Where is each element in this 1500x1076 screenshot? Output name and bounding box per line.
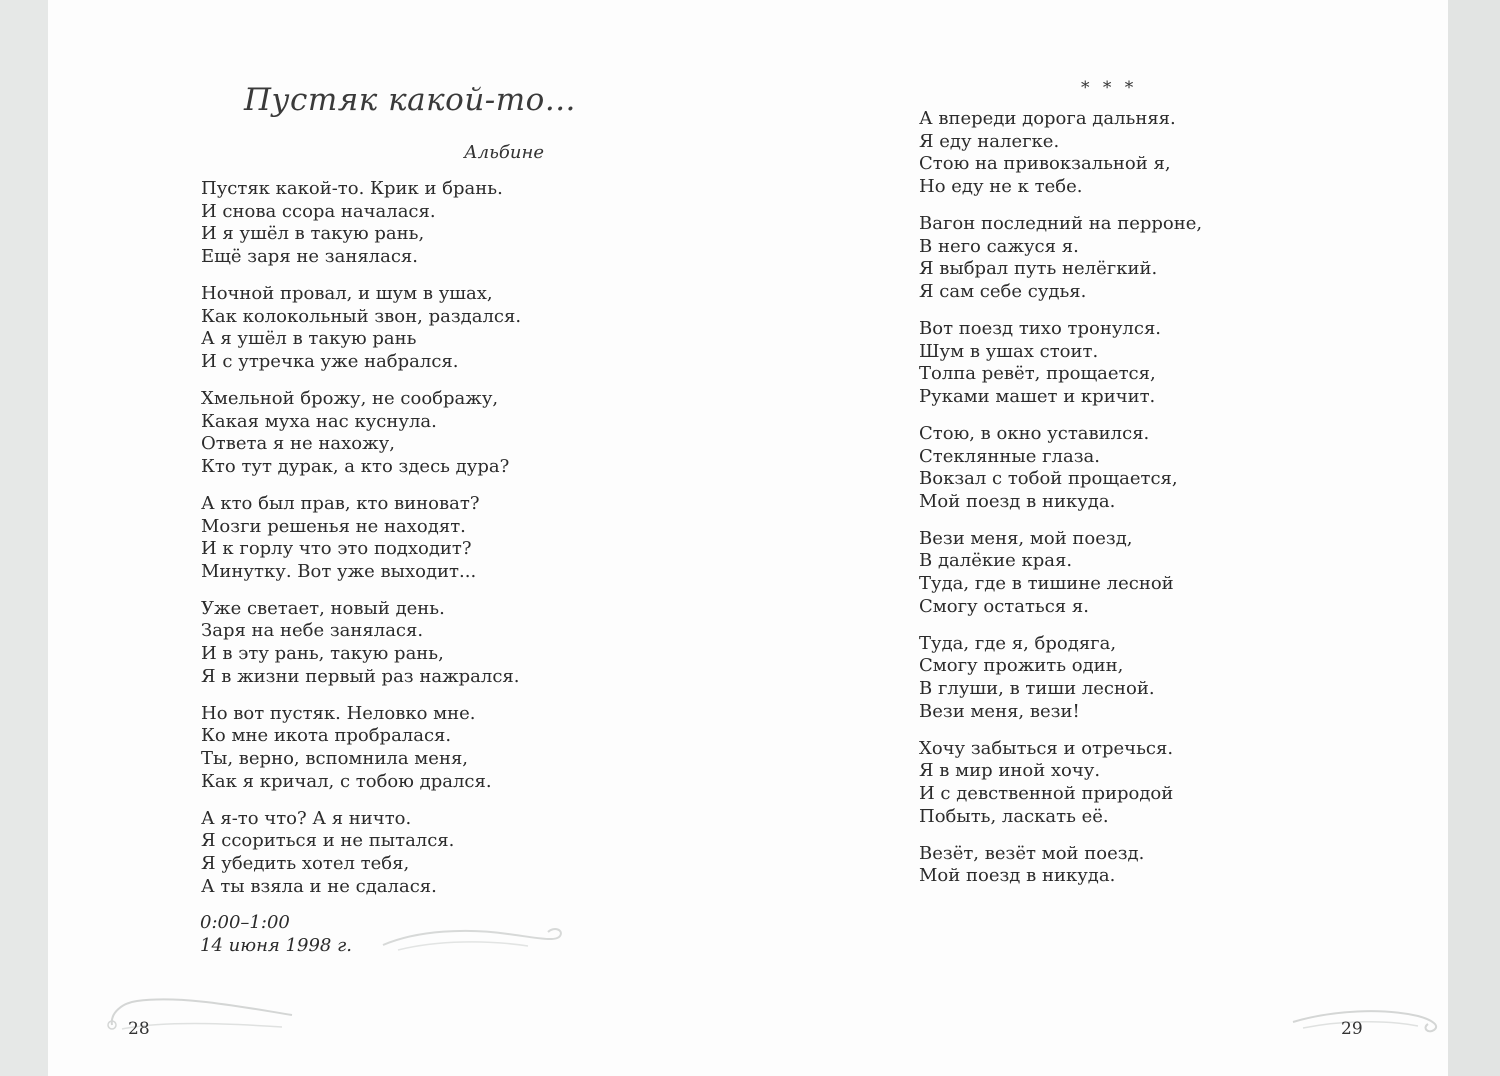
right-poem xyxy=(919,108,1202,903)
book-spread xyxy=(48,0,1448,1076)
poem-line: Я убедить хотел тебя, xyxy=(201,853,410,874)
poem-line: И к горлу что это подходит? xyxy=(201,538,472,560)
poem-line: Уже светает, новый день. xyxy=(201,597,445,619)
stanza xyxy=(201,283,521,373)
poem-line: Ночной провал, и шум в ушах, xyxy=(201,282,493,304)
stanza xyxy=(919,108,1202,198)
poem-line: Вагон последний на перроне, xyxy=(919,212,1203,234)
stanza xyxy=(919,738,1202,828)
poem-line: Какая муха нас куснула. xyxy=(201,410,437,432)
poem-line: Я ссориться и не пытался. xyxy=(201,830,455,852)
poem-line: Я еду налегке. xyxy=(919,130,1060,152)
poem-line: Вокзал с тобой прощается, xyxy=(919,468,1178,490)
poem-line: Везёт, везёт мой поезд. xyxy=(919,842,1145,864)
poem-line: Как колокольный звон, раздался. xyxy=(201,305,522,327)
poem-line: А впереди дорога дальняя. xyxy=(919,108,1176,129)
poem-line: И я ушёл в такую рань, xyxy=(201,223,425,245)
poem-line: Вези меня, мой поезд, xyxy=(919,527,1133,549)
poem-line: Ещё заря не занялася. xyxy=(201,245,418,267)
poem-line: Я в жизни первый раз нажрался. xyxy=(201,665,520,687)
poem-line: В него сажуся я. xyxy=(919,235,1079,257)
poem-line: Туда, где я, бродяга, xyxy=(919,632,1117,654)
poem-title: Пустяк какой-то... xyxy=(244,82,576,118)
poem-line: Ответа я не нахожу, xyxy=(201,433,395,455)
stanza xyxy=(201,388,521,478)
poem-line: Туда, где в тишине лесной xyxy=(919,573,1174,595)
poem-line: Мой поезд в никуда. xyxy=(919,490,1116,512)
corner-swirl-icon xyxy=(92,985,322,1040)
stanza xyxy=(919,843,1202,888)
stanza xyxy=(201,808,521,898)
poem-line: Я выбрал путь нелёгкий. xyxy=(919,258,1158,280)
dedication: Альбине xyxy=(464,142,544,163)
poem-line: Хмельной брожу, не соображу, xyxy=(201,387,499,409)
poem-line: Вези меня, вези! xyxy=(919,700,1080,722)
page-number: 28 xyxy=(128,1019,150,1039)
right-page xyxy=(748,0,1448,1076)
poem-line: Побыть, ласкать её. xyxy=(919,805,1109,827)
poem-line: В глуши, в тиши лесной. xyxy=(919,678,1155,700)
poem-line: Как я кричал, с тобою дрался. xyxy=(201,770,492,792)
poem-line: Толпа ревёт, прощается, xyxy=(919,363,1156,385)
stanza xyxy=(919,528,1202,618)
poem-line: Мозги решенья не находят. xyxy=(201,515,466,537)
time-range: 0:00–1:00 xyxy=(200,912,290,933)
poem-line: Ко мне икота пробралася. xyxy=(201,725,452,747)
poem-line: Шум в ушах стоит. xyxy=(919,340,1099,362)
right-page-edge xyxy=(1448,0,1500,1076)
stanza xyxy=(201,703,521,793)
poem-line: Стою на привокзальной я, xyxy=(919,153,1171,175)
stanza xyxy=(919,318,1202,408)
poem-line: В далёкие края. xyxy=(919,550,1073,572)
left-page-edge xyxy=(0,0,48,1076)
swirl-ornament-icon xyxy=(378,910,568,960)
poem-line: А кто был прав, кто виноват? xyxy=(201,492,480,514)
poem-line: А я ушёл в такую рань xyxy=(201,328,417,350)
poem-line: И в эту рань, такую рань, xyxy=(201,643,444,665)
date: 14 июня 1998 г. xyxy=(200,935,352,956)
left-poem xyxy=(201,178,521,913)
stanza xyxy=(201,598,521,688)
poem-line: И с девственной природой xyxy=(919,783,1174,804)
stanza xyxy=(201,178,521,268)
poem-line: Смогу остаться я. xyxy=(919,595,1089,617)
corner-swirl-icon xyxy=(1288,990,1448,1040)
poem-date xyxy=(200,911,352,957)
poem-line: Мой поезд в никуда. xyxy=(919,865,1116,887)
poem-line: Вот поезд тихо тронулся. xyxy=(919,317,1162,339)
section-separator: * * * xyxy=(1081,78,1138,98)
left-page xyxy=(48,0,748,1076)
poem-line: Пустяк какой-то. Крик и брань. xyxy=(201,178,503,199)
stanza xyxy=(919,423,1202,513)
poem-line: Смогу прожить один, xyxy=(919,655,1124,677)
poem-line: И с утречка уже набрался. xyxy=(201,350,459,372)
poem-line: Но вот пустяк. Неловко мне. xyxy=(201,702,476,724)
stanza xyxy=(919,213,1202,303)
poem-line: А ты взяла и не сдалася. xyxy=(201,875,437,897)
poem-line: Стеклянные глаза. xyxy=(919,445,1100,467)
poem-line: Кто тут дурак, а кто здесь дура? xyxy=(201,455,510,477)
poem-line: Хочу забыться и отречься. xyxy=(919,737,1174,759)
poem-line: Но еду не к тебе. xyxy=(919,175,1083,197)
poem-line: Минутку. Вот уже выходит... xyxy=(201,560,477,582)
stanza xyxy=(919,633,1202,723)
poem-line: Стою, в окно уставился. xyxy=(919,422,1150,444)
poem-line: Ты, верно, вспомнила меня, xyxy=(201,748,469,770)
poem-line: А я-то что? А я ничто. xyxy=(201,807,412,829)
poem-line: Я сам себе судья. xyxy=(919,280,1087,302)
poem-line: Я в мир иной хочу. xyxy=(919,760,1101,782)
poem-line: Руками машет и кричит. xyxy=(919,385,1156,407)
stanza xyxy=(201,493,521,583)
page-number: 29 xyxy=(1341,1019,1363,1039)
poem-line: Заря на небе занялася. xyxy=(201,620,424,642)
poem-line: И снова ссора началася. xyxy=(201,200,436,222)
